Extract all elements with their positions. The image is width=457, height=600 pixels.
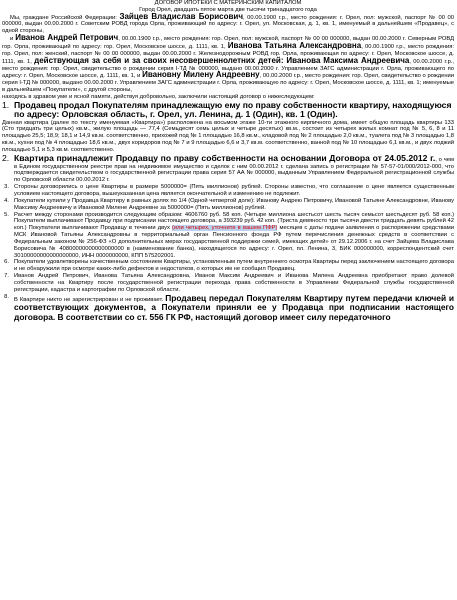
clause-text: Покупатели купили у Продавца Квартиру в равных долях по 1/4 (Одной четвертой доле): Иванову Андрею Петровичу, Ивановой Татьяне Александровне, Иванову Максиму Андреевичу и Ивановой Милене Андреевне за 5000000= (Пять миллионов) рублей. (14, 197, 454, 211)
clause-number: 6. (4, 259, 9, 266)
clause-6 (2, 259, 454, 273)
buyer2-name: Иванова Татьяна Александровна (227, 40, 362, 50)
clause-number: 8. (4, 293, 9, 300)
clause-text: , о чем в Едином государственном реестре прав на недвижимое имущество и сделок с ним 00.00.2012 г. сделана запись о регистрации № 57-57-01/000/2012-000, что подтверждается свидетельством о государственной регистрации права серия 57 АА № 000000, выданным Управлением Федеральной регистрационной службы по Орловской области 00.00.2012 г. (14, 156, 454, 184)
child2-name: Ивановну Милену Андреевну (142, 70, 260, 80)
clause-text: В Квартире никто не зарегистрирован и не проживает. Продавец передал Покупателям Квартиру путем передачи ключей и соответствующих документов, а Покупатели приняли ее у Продавца при подписании настоящего договора. В соответствии со ст. 556 ГК РФ, настоящий договор имеет силу передаточного (14, 292, 454, 323)
clause-number: 5. (4, 211, 9, 218)
clause-text: Покупатели удовлетворены качественным состоянием Квартиры, установленным путем внутреннего осмотра Квартиры перед заключением настоящего договора и не обнаружили при осмотре каких-либо дефектов и недостатков, о которых им не сообщил Продавец. (14, 259, 454, 273)
city-date-line: Город Орел, двадцать пятое марта две тысячи тринадцатого года (139, 6, 317, 13)
clause-number: 1. (2, 99, 10, 110)
child1-name: Иванова Максима Андреевича (286, 55, 410, 65)
document-title: ДОГОВОР ИПОТЕКИ С МАТЕРИНСКИМ КАПИТАЛОМ (154, 0, 302, 6)
parties-seller-paragraph: Мы, граждане Российской Федерации: Зайцев Владислав Борисович, 00.00.1900 г.р., место рождения: г. Орел, пол: мужской, паспорт № 00 00 000000, выдан 00.00.2000 г. Советским РОВД города Орла, проживающий по адресу: г. Орел, ул. Московская, д. 1, кв. 1, именуемый в дальнейшем «Продавец», с одной стороны, (2, 11, 454, 35)
clause-heading: Квартира принадлежит Продавцу по праву собственности на основании Договора от 24.05.2012 г. (14, 152, 436, 163)
clause-8 (2, 294, 454, 324)
clause-text: Стороны договорились о цене Квартиры в размере 5000000= (Пять миллионов) рублей. Стороны известно, что соглашение о цене является существенным условием настоящего договора, вышеуказанная цена является окончательной и изменению не подлежит. (14, 184, 454, 197)
clause-bold-text: Продавец передал Покупателям Квартиру путем передачи ключей и соответствующих документов, а Покупатели приняли ее у Продавца при подписании настоящего договора. В соответствии со ст. 556 ГК РФ, настоящий договор имеет силу передаточного (14, 292, 454, 323)
clause-1 (2, 101, 454, 120)
clause-text: Иванов Андрей Петрович, Иванова Татьяна Александровна, Иванов Максим Андреевич и Иванова Милена Андреевна приобретают право долевой собственности на Квартиру после государственной регистрации перехода права собственности в Управлении Федеральной службы государственной регистрации, кадастра и картографии по Орловской области. (14, 273, 454, 293)
seller-name: Зайцев Владислав Борисович (119, 11, 243, 21)
clause-number: 2. (2, 152, 10, 163)
clause-number: 7. (4, 273, 9, 280)
clause-number: 3. (4, 184, 9, 191)
parties-buyers-paragraph: и Иванов Андрей Петрович, 00.00.1900 г.р., место рождения: гор. Орел, пол: мужской, паспорт № 00 00 000000, выдан 00.00.2000 г. Северным РОВД гор. Орла, проживающий по адресу: гор. Орел, Московское шоссе, д. 1111, кв. 1, Иванова Татьяна Александровна, 00.00.1900 г.р., место рождения: гор. Орел, пол: женский, паспорт № 00 00 000000, выдан 00.00.2000 г. Железнодорожным РОВД гор. Орла, проживающая по адресу: г. Орел, Московское шоссе, д. 1111, кв. 1, действующая за себя и за своих несовершеннолетних детей: Иванова Максима Андреевича, 00.00.2000 г.р., место рождения: гор. Орел, свидетельство о рождении серия I-ТД № 000000, выдано 00.00.2000 г. Управлением ЗАГС администрации г. Орла, проживающего по адресу: г. Орел, Московское шоссе, д. 1111, кв. 1, и Ивановну Милену Андреевну, 00.00.2000 г.р., место рождения: гор. Орел, свидетельство о рождении серия I-ТД № 000000, выдано 00.00.2000 г. Управлением ЗАГС администрации г. Орла, проживающую по адресу: г. Орел, Московское шоссе, д. 1111, кв. 1; именуемые в дальнейшем «Покупатели», с другой стороны, (2, 33, 455, 94)
clause-4 (2, 198, 454, 212)
clause-heading: Продавец продал Покупателям принадлежащую ему по праву собственности квартиру, находящуюся по адресу: Орловская область, г. Орел, ул. Ленина, д. 1 (Один), кв. 1 (Один). (14, 99, 452, 120)
buyer1-name: Иванов Андрей Петрович (15, 33, 119, 43)
agreement-preamble: находясь в здравом уме и ясной памяти, действуя добровольно, заключили настоящий договор о нижеследующем: (2, 93, 315, 100)
clause-1-text: Данная квартира (далее по тексту именуемая «Квартира») расположена на восьмом этаже 10-ти этажного кирпичного дома, имеет общую площадь квартиры 133 (Сто тридцать три целых) кв.м., жилую площадь — 77,4 (Семьдесят семь целых и четыре десятых) кв.м., состоит из четырех жилых комнат под № 5, 6, 8 и 11 площадью 25,5; 18,9; 18,1 и 14,9 кв.м. соответственно, прихожей под № 1 площадью 16,8 кв.м., кладовой под № 2 площадью 2,0 кв.м., туалета под № 3 площадью 1,8 кв.м., кухни под № 4 площадью 18,6 кв.м., двух коридоров под № 7 и 9 площадью 6,6 и 3,7 кв.м. соответственно, ванной под № 10 площадью 6,1 кв.м., и двух лоджий площадью 5,1 и 5,3 кв.м. соответственно. (2, 119, 454, 153)
highlighted-note: (или четырех, уточните в вашем ПФР) (171, 225, 278, 232)
clause-7 (2, 273, 454, 294)
clause-2 (2, 154, 454, 184)
acting-clause: действующая за себя и за своих несовершеннолетних детей: (34, 55, 287, 65)
clause-5 (2, 212, 454, 260)
clause-text: Расчет между сторонами производится следующим образом: 4606760 руб. 58 коп. (Четыре миллиона шестьсот шесть тысяч семьсот шестьдесят руб. 58 коп.) Покупатели выплачивают Продавцу при подписании настоящего договора, а 393239 руб. 42 коп. (Триста девяносто три тысячи двести тридцать девять рублей 42 коп.) Покупатели выплачивают Продавцу в течении двух (или четырех, уточните в вашем ПФР) месяцев с даты подачи заявления о распоряжении средствами МСК Ивановой Татьяны Александровны в территориальный орган Пенсионного фонда РФ путем перечисления денежных средств в соответствии с Федеральным законом № 256-ФЗ «О дополнительных мерах государственной поддержки семей, имеющих детей» от 29.12.2006 г. на счет Зайцева Владислава Борисовича № 40800000000000000000 в (наименование банка), находящегося по адресу: г. Орел, пл. Ленина, 3, БИК 000000000, корреспондентский счет 30100000000000000000, ИНН 0000000000, КПП 575202001. (14, 211, 454, 259)
clause-number: 4. (4, 197, 9, 204)
clause-3 (2, 184, 454, 198)
